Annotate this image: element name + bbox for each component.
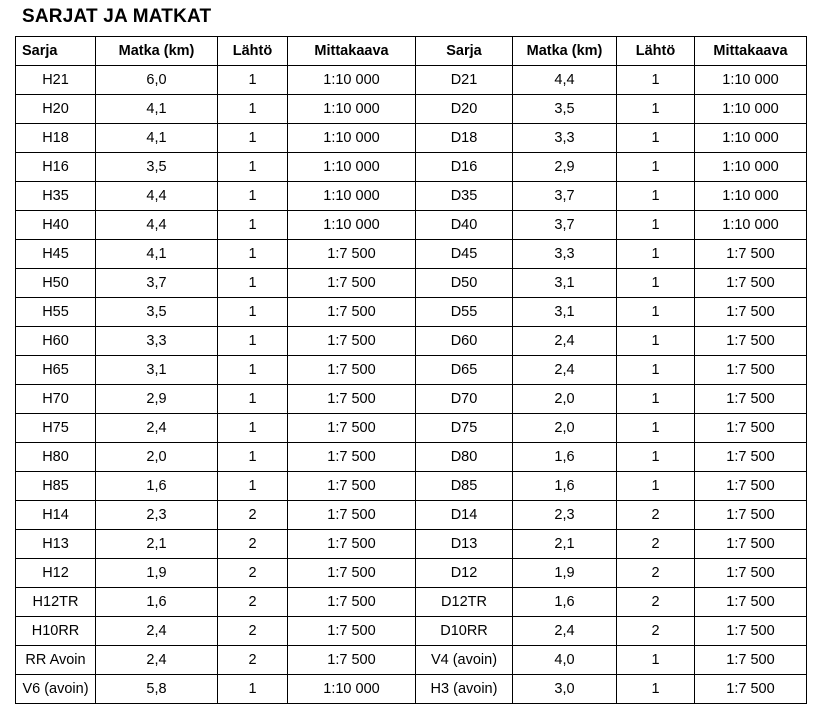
cell-mittakaava: 1:7 500 bbox=[288, 472, 416, 501]
cell-mittakaava: 1:7 500 bbox=[288, 443, 416, 472]
table-row bbox=[16, 298, 807, 327]
cell-lahto: 1 bbox=[617, 95, 695, 124]
cell-mittakaava: 1:10 000 bbox=[288, 95, 416, 124]
cell-mittakaava: 1:10 000 bbox=[288, 66, 416, 95]
cell-matka: 2,0 bbox=[513, 414, 617, 443]
cell-matka: 1,9 bbox=[96, 559, 218, 588]
cell-lahto: 2 bbox=[218, 501, 288, 530]
cell-matka: 3,7 bbox=[513, 182, 617, 211]
cell-sarja: D21 bbox=[416, 66, 513, 95]
cell-mittakaava: 1:7 500 bbox=[288, 646, 416, 675]
cell-sarja: H18 bbox=[16, 124, 96, 153]
cell-matka: 2,4 bbox=[96, 646, 218, 675]
cell-sarja: D65 bbox=[416, 356, 513, 385]
cell-sarja: D12 bbox=[416, 559, 513, 588]
cell-matka: 1,9 bbox=[513, 559, 617, 588]
cell-matka: 4,4 bbox=[513, 66, 617, 95]
cell-sarja: H12TR bbox=[16, 588, 96, 617]
cell-sarja: D35 bbox=[416, 182, 513, 211]
cell-lahto: 1 bbox=[218, 153, 288, 182]
cell-mittakaava: 1:10 000 bbox=[695, 124, 807, 153]
cell-mittakaava: 1:7 500 bbox=[695, 530, 807, 559]
cell-mittakaava: 1:10 000 bbox=[695, 182, 807, 211]
cell-lahto: 1 bbox=[617, 472, 695, 501]
cell-sarja: H3 (avoin) bbox=[416, 675, 513, 704]
cell-mittakaava: 1:7 500 bbox=[288, 559, 416, 588]
cell-mittakaava: 1:7 500 bbox=[695, 385, 807, 414]
cell-sarja: H55 bbox=[16, 298, 96, 327]
cell-sarja: H50 bbox=[16, 269, 96, 298]
cell-matka: 1,6 bbox=[96, 588, 218, 617]
cell-matka: 2,4 bbox=[96, 414, 218, 443]
cell-lahto: 2 bbox=[218, 617, 288, 646]
cell-sarja: H20 bbox=[16, 95, 96, 124]
cell-matka: 2,9 bbox=[513, 153, 617, 182]
cell-mittakaava: 1:7 500 bbox=[695, 327, 807, 356]
cell-sarja: H60 bbox=[16, 327, 96, 356]
table-row bbox=[16, 675, 807, 704]
cell-lahto: 1 bbox=[218, 298, 288, 327]
header-sarja: Sarja bbox=[16, 37, 96, 66]
header-sarja: Sarja bbox=[416, 37, 513, 66]
cell-matka: 3,3 bbox=[96, 327, 218, 356]
cell-mittakaava: 1:7 500 bbox=[695, 269, 807, 298]
cell-matka: 2,1 bbox=[513, 530, 617, 559]
table-row bbox=[16, 414, 807, 443]
cell-sarja: H65 bbox=[16, 356, 96, 385]
cell-mittakaava: 1:7 500 bbox=[695, 588, 807, 617]
cell-matka: 3,7 bbox=[96, 269, 218, 298]
cell-mittakaava: 1:7 500 bbox=[288, 501, 416, 530]
cell-mittakaava: 1:7 500 bbox=[695, 240, 807, 269]
table-row bbox=[16, 269, 807, 298]
cell-sarja: H70 bbox=[16, 385, 96, 414]
cell-sarja: D40 bbox=[416, 211, 513, 240]
cell-sarja: RR Avoin bbox=[16, 646, 96, 675]
cell-matka: 2,4 bbox=[96, 617, 218, 646]
cell-lahto: 2 bbox=[617, 501, 695, 530]
cell-mittakaava: 1:7 500 bbox=[695, 356, 807, 385]
cell-lahto: 1 bbox=[218, 124, 288, 153]
cell-sarja: H16 bbox=[16, 153, 96, 182]
cell-mittakaava: 1:7 500 bbox=[288, 385, 416, 414]
cell-mittakaava: 1:7 500 bbox=[695, 298, 807, 327]
cell-lahto: 1 bbox=[218, 211, 288, 240]
cell-mittakaava: 1:7 500 bbox=[288, 588, 416, 617]
cell-matka: 4,0 bbox=[513, 646, 617, 675]
cell-lahto: 1 bbox=[218, 675, 288, 704]
cell-matka: 3,1 bbox=[513, 269, 617, 298]
cell-matka: 3,5 bbox=[513, 95, 617, 124]
table-row bbox=[16, 443, 807, 472]
cell-lahto: 1 bbox=[218, 385, 288, 414]
header-matka: Matka (km) bbox=[513, 37, 617, 66]
cell-mittakaava: 1:10 000 bbox=[288, 211, 416, 240]
cell-matka: 2,4 bbox=[513, 327, 617, 356]
cell-mittakaava: 1:10 000 bbox=[695, 211, 807, 240]
cell-lahto: 1 bbox=[218, 443, 288, 472]
cell-mittakaava: 1:7 500 bbox=[288, 298, 416, 327]
cell-mittakaava: 1:7 500 bbox=[288, 617, 416, 646]
cell-lahto: 1 bbox=[617, 675, 695, 704]
cell-lahto: 2 bbox=[617, 617, 695, 646]
page-title: SARJAT JA MATKAT bbox=[22, 6, 212, 27]
cell-lahto: 1 bbox=[218, 240, 288, 269]
header-lahto: Lähtö bbox=[218, 37, 288, 66]
cell-lahto: 1 bbox=[218, 269, 288, 298]
cell-sarja: D10RR bbox=[416, 617, 513, 646]
cell-mittakaava: 1:7 500 bbox=[288, 414, 416, 443]
cell-sarja: D85 bbox=[416, 472, 513, 501]
cell-lahto: 2 bbox=[218, 559, 288, 588]
table-row bbox=[16, 124, 807, 153]
cell-lahto: 1 bbox=[617, 356, 695, 385]
cell-mittakaava: 1:10 000 bbox=[288, 124, 416, 153]
cell-sarja: D75 bbox=[416, 414, 513, 443]
cell-matka: 3,7 bbox=[513, 211, 617, 240]
cell-sarja: D45 bbox=[416, 240, 513, 269]
cell-sarja: V6 (avoin) bbox=[16, 675, 96, 704]
table-row bbox=[16, 588, 807, 617]
cell-mittakaava: 1:7 500 bbox=[695, 443, 807, 472]
cell-matka: 2,4 bbox=[513, 617, 617, 646]
table-row bbox=[16, 646, 807, 675]
cell-lahto: 2 bbox=[218, 588, 288, 617]
cell-sarja: D12TR bbox=[416, 588, 513, 617]
cell-matka: 1,6 bbox=[513, 588, 617, 617]
cell-matka: 1,6 bbox=[513, 443, 617, 472]
cell-mittakaava: 1:7 500 bbox=[288, 530, 416, 559]
cell-matka: 2,1 bbox=[96, 530, 218, 559]
cell-lahto: 1 bbox=[218, 327, 288, 356]
cell-sarja: H75 bbox=[16, 414, 96, 443]
cell-sarja: V4 (avoin) bbox=[416, 646, 513, 675]
header-mittakaava: Mittakaava bbox=[695, 37, 807, 66]
cell-mittakaava: 1:7 500 bbox=[695, 617, 807, 646]
table-body bbox=[16, 66, 807, 704]
cell-lahto: 2 bbox=[218, 530, 288, 559]
cell-matka: 4,1 bbox=[96, 240, 218, 269]
cell-matka: 3,5 bbox=[96, 153, 218, 182]
cell-matka: 4,1 bbox=[96, 95, 218, 124]
cell-matka: 2,3 bbox=[96, 501, 218, 530]
table-row bbox=[16, 501, 807, 530]
cell-matka: 6,0 bbox=[96, 66, 218, 95]
table-row bbox=[16, 182, 807, 211]
cell-mittakaava: 1:7 500 bbox=[288, 356, 416, 385]
cell-sarja: H45 bbox=[16, 240, 96, 269]
cell-mittakaava: 1:7 500 bbox=[695, 646, 807, 675]
cell-sarja: H40 bbox=[16, 211, 96, 240]
table-row bbox=[16, 153, 807, 182]
cell-mittakaava: 1:10 000 bbox=[288, 182, 416, 211]
cell-sarja: D60 bbox=[416, 327, 513, 356]
cell-lahto: 1 bbox=[617, 646, 695, 675]
cell-lahto: 2 bbox=[617, 588, 695, 617]
cell-sarja: D80 bbox=[416, 443, 513, 472]
cell-lahto: 1 bbox=[218, 95, 288, 124]
cell-matka: 1,6 bbox=[96, 472, 218, 501]
table-row bbox=[16, 617, 807, 646]
cell-sarja: D55 bbox=[416, 298, 513, 327]
table-row bbox=[16, 559, 807, 588]
cell-lahto: 1 bbox=[218, 66, 288, 95]
table-row bbox=[16, 211, 807, 240]
cell-lahto: 2 bbox=[617, 559, 695, 588]
results-table bbox=[15, 36, 807, 704]
header-mittakaava: Mittakaava bbox=[288, 37, 416, 66]
cell-lahto: 1 bbox=[617, 211, 695, 240]
table-row bbox=[16, 472, 807, 501]
cell-matka: 1,6 bbox=[513, 472, 617, 501]
cell-matka: 2,4 bbox=[513, 356, 617, 385]
table-row bbox=[16, 66, 807, 95]
cell-sarja: H14 bbox=[16, 501, 96, 530]
cell-lahto: 1 bbox=[617, 443, 695, 472]
cell-sarja: H10RR bbox=[16, 617, 96, 646]
cell-sarja: D50 bbox=[416, 269, 513, 298]
cell-mittakaava: 1:7 500 bbox=[288, 327, 416, 356]
cell-lahto: 1 bbox=[617, 298, 695, 327]
cell-lahto: 2 bbox=[218, 646, 288, 675]
cell-lahto: 1 bbox=[617, 385, 695, 414]
cell-matka: 3,5 bbox=[96, 298, 218, 327]
cell-sarja: H80 bbox=[16, 443, 96, 472]
cell-mittakaava: 1:7 500 bbox=[695, 472, 807, 501]
cell-sarja: H12 bbox=[16, 559, 96, 588]
cell-lahto: 1 bbox=[617, 182, 695, 211]
cell-mittakaava: 1:10 000 bbox=[695, 66, 807, 95]
cell-matka: 3,1 bbox=[513, 298, 617, 327]
cell-mittakaava: 1:7 500 bbox=[695, 559, 807, 588]
cell-sarja: D13 bbox=[416, 530, 513, 559]
cell-sarja: H85 bbox=[16, 472, 96, 501]
cell-lahto: 1 bbox=[617, 327, 695, 356]
cell-mittakaava: 1:10 000 bbox=[695, 153, 807, 182]
cell-lahto: 1 bbox=[218, 414, 288, 443]
cell-lahto: 1 bbox=[617, 124, 695, 153]
header-lahto: Lähtö bbox=[617, 37, 695, 66]
cell-matka: 2,0 bbox=[96, 443, 218, 472]
cell-sarja: D18 bbox=[416, 124, 513, 153]
cell-lahto: 1 bbox=[218, 472, 288, 501]
cell-matka: 2,3 bbox=[513, 501, 617, 530]
cell-lahto: 2 bbox=[617, 530, 695, 559]
cell-matka: 4,4 bbox=[96, 182, 218, 211]
cell-sarja: H35 bbox=[16, 182, 96, 211]
cell-sarja: D14 bbox=[416, 501, 513, 530]
cell-mittakaava: 1:7 500 bbox=[695, 675, 807, 704]
cell-mittakaava: 1:10 000 bbox=[288, 153, 416, 182]
cell-mittakaava: 1:7 500 bbox=[695, 414, 807, 443]
table-row bbox=[16, 327, 807, 356]
table-row bbox=[16, 385, 807, 414]
cell-lahto: 1 bbox=[218, 182, 288, 211]
cell-sarja: H21 bbox=[16, 66, 96, 95]
cell-matka: 2,9 bbox=[96, 385, 218, 414]
table-row bbox=[16, 95, 807, 124]
cell-mittakaava: 1:10 000 bbox=[695, 95, 807, 124]
header-matka: Matka (km) bbox=[96, 37, 218, 66]
cell-lahto: 1 bbox=[617, 66, 695, 95]
cell-matka: 3,1 bbox=[96, 356, 218, 385]
cell-lahto: 1 bbox=[617, 153, 695, 182]
table-row bbox=[16, 530, 807, 559]
cell-mittakaava: 1:7 500 bbox=[695, 501, 807, 530]
cell-matka: 4,1 bbox=[96, 124, 218, 153]
cell-sarja: D20 bbox=[416, 95, 513, 124]
header-row bbox=[16, 37, 807, 66]
table-row bbox=[16, 240, 807, 269]
cell-matka: 3,3 bbox=[513, 240, 617, 269]
cell-matka: 3,3 bbox=[513, 124, 617, 153]
cell-lahto: 1 bbox=[218, 356, 288, 385]
cell-lahto: 1 bbox=[617, 240, 695, 269]
cell-matka: 4,4 bbox=[96, 211, 218, 240]
table-row bbox=[16, 356, 807, 385]
cell-lahto: 1 bbox=[617, 269, 695, 298]
cell-matka: 2,0 bbox=[513, 385, 617, 414]
cell-mittakaava: 1:10 000 bbox=[288, 675, 416, 704]
cell-sarja: H13 bbox=[16, 530, 96, 559]
cell-matka: 5,8 bbox=[96, 675, 218, 704]
cell-mittakaava: 1:7 500 bbox=[288, 240, 416, 269]
cell-sarja: D70 bbox=[416, 385, 513, 414]
cell-sarja: D16 bbox=[416, 153, 513, 182]
cell-matka: 3,0 bbox=[513, 675, 617, 704]
cell-lahto: 1 bbox=[617, 414, 695, 443]
cell-mittakaava: 1:7 500 bbox=[288, 269, 416, 298]
